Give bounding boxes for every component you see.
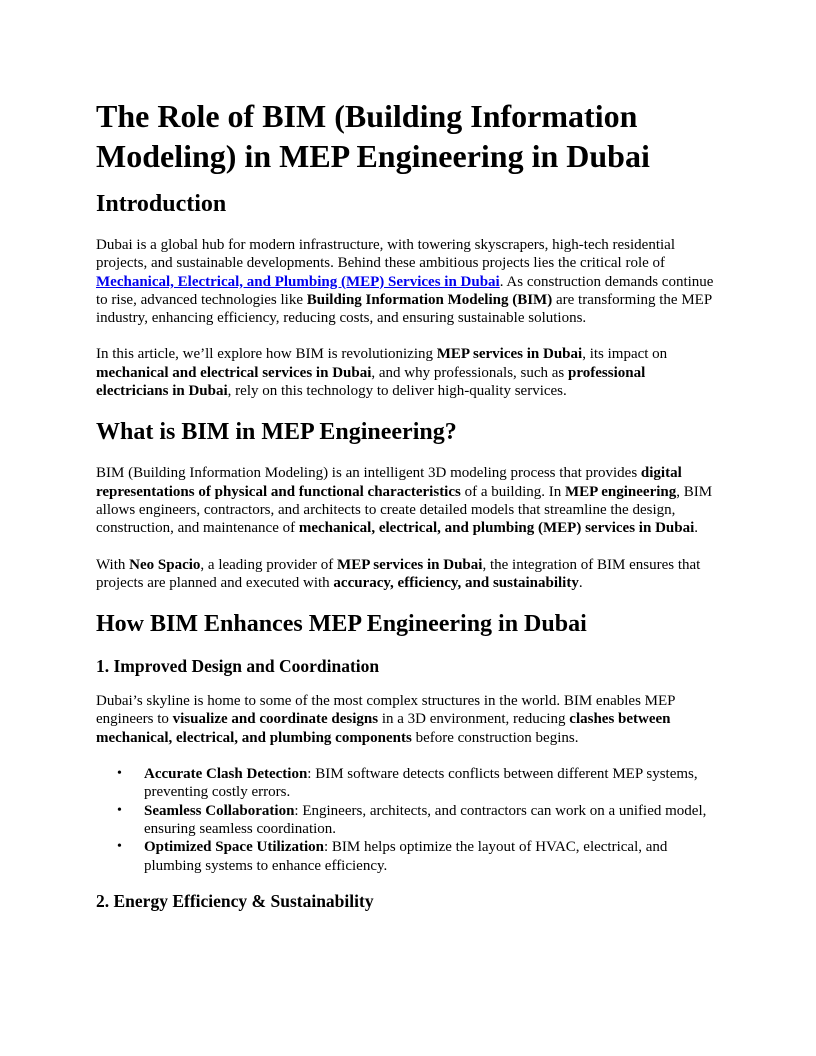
- text: Dubai’s skyline is home to some of the most complex structures in the world. BIM enables MEP engineers to: [96, 693, 675, 728]
- bold-text: MEP engineering: [565, 483, 677, 500]
- bullet-icon: •: [117, 766, 122, 782]
- text: , rely on this technology to deliver high-quality services.: [227, 383, 567, 400]
- bullet-icon: •: [117, 839, 122, 855]
- text: : BIM software detects conflicts between different MEP systems, preventing costly errors.: [144, 766, 698, 801]
- what-is-paragraph-2: [96, 556, 720, 593]
- bullet-icon: •: [117, 802, 122, 818]
- bold-text: Accurate Clash Detection: [144, 766, 308, 783]
- bold-text: Optimized Space Utilization: [144, 839, 324, 856]
- text: before construction begins.: [411, 729, 579, 746]
- text: BIM (Building Information Modeling) is an intelligent 3D modeling process that provides: [96, 465, 641, 482]
- subheading-design-coordination: 1. Improved Design and Coordination: [96, 656, 380, 677]
- page-title: The Role of BIM (Building Information Modeling) in MEP Engineering in Dubai: [96, 98, 650, 174]
- bold-text: Neo Spacio: [129, 556, 201, 573]
- subheading-energy-efficiency: 2. Energy Efficiency & Sustainability: [96, 890, 374, 911]
- bold-text: professional electricians in Dubai: [96, 364, 646, 400]
- introduction-heading: Introduction: [96, 191, 227, 217]
- text: , and why professionals, such as: [371, 364, 569, 381]
- text: Dubai is a global hub for modern infrastructure, with towering skyscrapers, high-tech residential projects, and sustainable developments. Behind these ambitious projects lies the critical role of: [96, 237, 676, 272]
- text: , BIM allows engineers, contractors, and architects to create detailed models that streamline the design, construction, and maintenance of: [96, 483, 713, 537]
- bold-text: visualize and coordinate designs: [172, 711, 379, 728]
- text: are transforming the MEP industry, enhancing efficiency, reducing costs, and ensuring sustainable solutions.: [96, 291, 712, 327]
- text: .: [694, 520, 698, 537]
- text: , the integration of BIM ensures that projects are planned and executed with: [96, 556, 701, 591]
- bold-text: MEP services in Dubai: [436, 346, 583, 363]
- text: . As construction demands continue to rise, advanced technologies like: [96, 273, 714, 308]
- how-bim-heading: How BIM Enhances MEP Engineering in Dubai: [96, 611, 587, 638]
- bold-text: digital representations of physical and functional characteristics: [96, 465, 682, 500]
- benefits-list: [96, 765, 720, 875]
- intro-paragraph-1: [96, 236, 720, 327]
- text: of a building. In: [460, 483, 566, 500]
- list-item: [96, 765, 720, 802]
- bold-text: MEP services in Dubai: [337, 556, 483, 573]
- bold-text: mechanical, electrical, and plumbing (MEP) services in Dubai: [298, 520, 695, 537]
- bold-text: Building Information Modeling (BIM): [306, 291, 553, 308]
- bold-text: Seamless Collaboration: [144, 802, 295, 819]
- text: : BIM helps optimize the layout of HVAC, electrical, and plumbing systems to enhance efficiency.: [144, 839, 668, 874]
- text: In this article, we’ll explore how BIM is revolutionizing: [96, 346, 437, 363]
- what-is-bim-heading: What is BIM in MEP Engineering?: [96, 419, 457, 446]
- bold-text: mechanical and electrical services in Dubai: [96, 364, 372, 381]
- what-is-paragraph-1: [96, 464, 720, 537]
- text: : Engineers, architects, and contractors can work on a unified model, ensuring seamless coordination.: [144, 802, 707, 837]
- list-item: [96, 802, 720, 839]
- text: in a 3D environment, reducing: [378, 711, 570, 728]
- text: , its impact on: [582, 346, 668, 363]
- list-item: [96, 838, 720, 875]
- how-paragraph-1: [96, 692, 720, 747]
- text: With: [96, 556, 130, 573]
- bold-text: accuracy, efficiency, and sustainability: [333, 574, 579, 591]
- text: .: [578, 574, 583, 591]
- bold-text: clashes between mechanical, electrical, and plumbing components: [96, 711, 671, 746]
- document-page: [96, 96, 720, 927]
- text: , a leading provider of: [200, 556, 338, 573]
- intro-paragraph-2: [96, 345, 720, 400]
- mep-services-link[interactable]: Mechanical, Electrical, and Plumbing (MEP) Services in Dubai: [96, 273, 500, 290]
